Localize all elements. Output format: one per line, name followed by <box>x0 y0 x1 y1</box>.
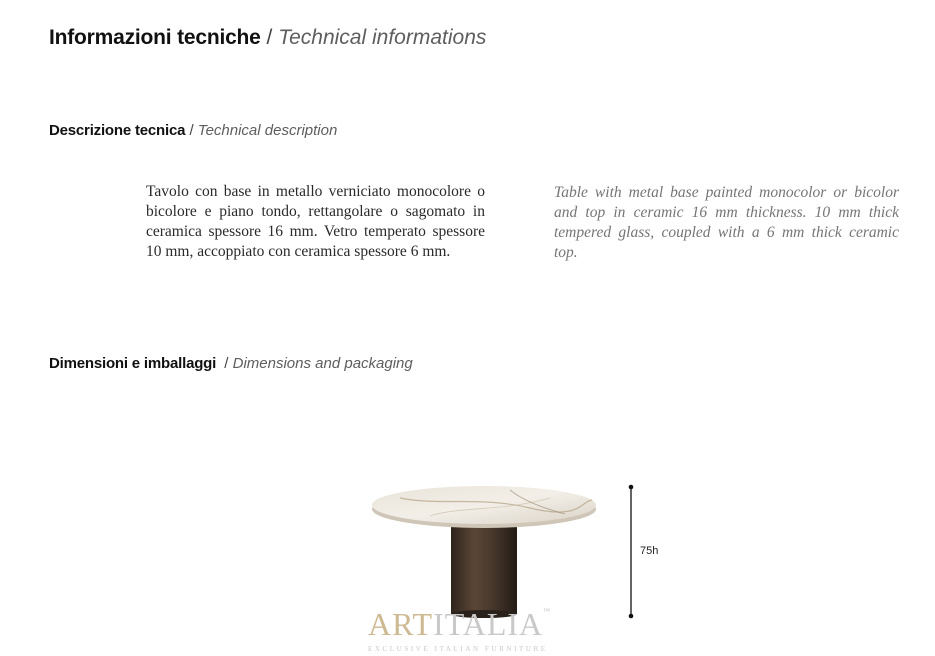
description-text-english: Table with metal base painted monocolor or bicolor and top in ceramic 16 mm thickness. 10 mm thick tempered glass, coupled with a 6 mm thick ceramic top. <box>554 184 899 261</box>
description-heading-italian: Descrizione tecnica <box>49 122 186 139</box>
logo-tagline: EXCLUSIVE ITALIAN FURNITURE <box>368 645 548 653</box>
table-base <box>451 522 517 618</box>
dimensions-heading-italian: Dimensioni e imballaggi <box>49 355 217 372</box>
dimensions-heading <box>49 355 413 372</box>
logo-trademark: ™ <box>543 607 552 615</box>
dimensions-heading-separator: / <box>224 355 229 372</box>
dimensions-heading-english: Dimensions and packaging <box>232 355 413 372</box>
height-dimension-label: 75h <box>640 545 659 557</box>
logo-part-italia: ITALIA <box>433 606 544 642</box>
description-heading <box>49 122 337 139</box>
description-heading-separator: / <box>189 122 194 139</box>
logo-part-art: ART <box>368 606 434 642</box>
title-english: Technical informations <box>278 26 487 49</box>
artitalia-watermark-logo <box>368 608 551 640</box>
page-title <box>49 26 486 50</box>
height-dimension-line <box>629 485 634 619</box>
title-separator: / <box>266 26 273 49</box>
description-heading-english: Technical description <box>197 122 338 139</box>
title-italian: Informazioni tecniche <box>49 26 261 49</box>
table-top <box>372 486 596 528</box>
description-text-italian: Tavolo con base in metallo verniciato monocolore o bicolore e piano tondo, rettangolare o sagomato in ceramica spessore 16 mm. Vetro temperato spessore 10 mm, accoppiato con ceramica spessore 6 mm. <box>146 183 485 260</box>
